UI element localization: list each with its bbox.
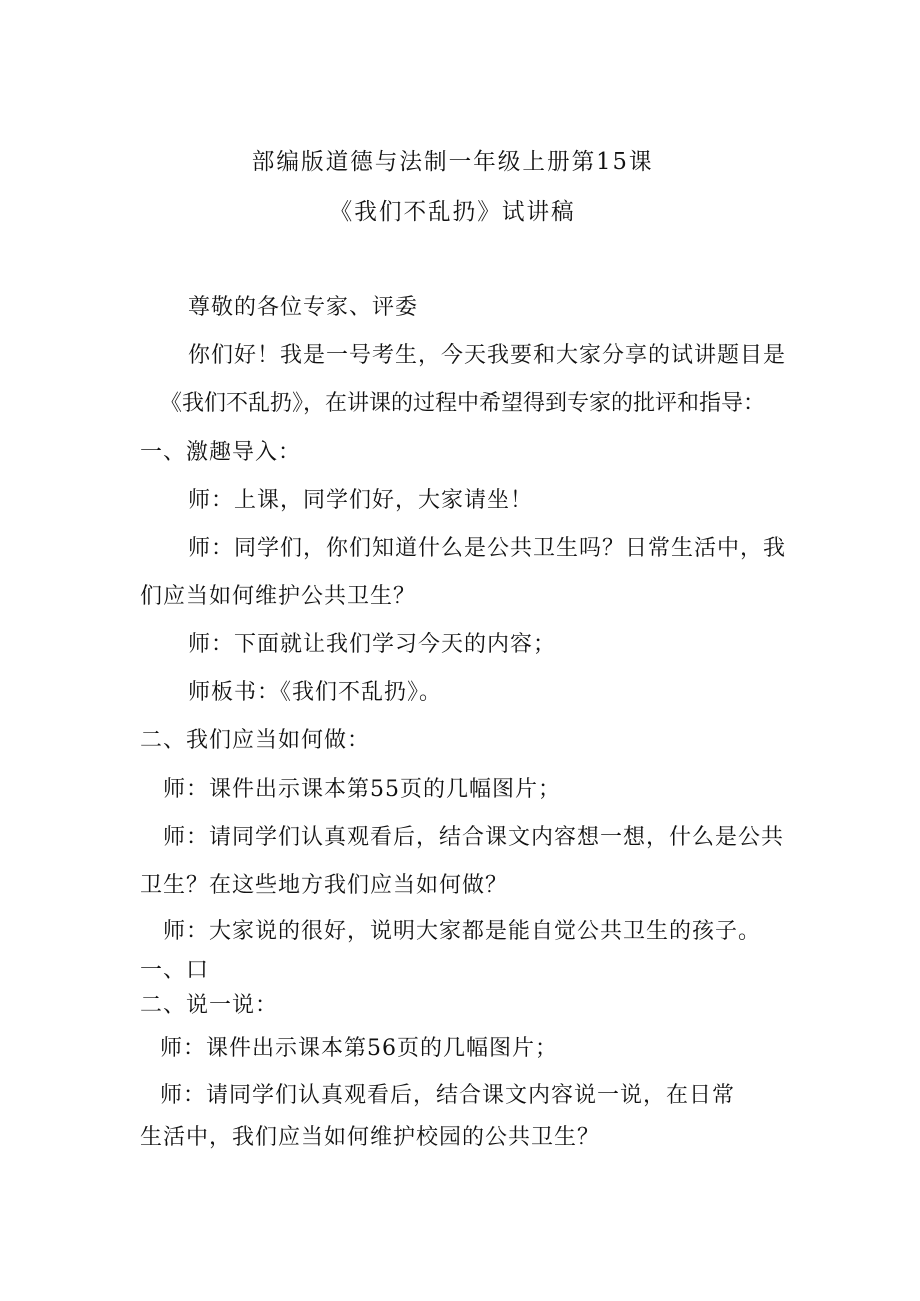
paragraph-line: 师：下面就让我们学习今天的内容；	[188, 632, 557, 657]
intro-line-1: 你们好！我是一号考生，今天我要和大家分享的试讲题目是	[188, 343, 787, 368]
paragraph-line: 们应当如何维护公共卫生？	[140, 584, 417, 609]
paragraph-line: 师：课件出示课本第56页的几幅图片；	[160, 1036, 558, 1061]
section-heading-3: 二、说一说：	[140, 993, 279, 1018]
section-heading-fragment: 一、口	[140, 958, 210, 983]
paragraph-line: 师板书：《我们不乱扔》。	[188, 680, 443, 705]
greeting-line: 尊敬的各位专家、评委	[188, 295, 419, 320]
document-title-line-1: 部编版道德与法制一年级上册第15课	[251, 149, 654, 175]
paragraph-line: 师：同学们，你们知道什么是公共卫生吗？日常生活中，我	[188, 536, 787, 561]
paragraph-line: 师：课件出示课本第55页的几幅图片；	[163, 777, 561, 802]
intro-line-2: 《我们不乱扔》，在讲课的过程中希望得到专家的批评和指导：	[160, 391, 766, 416]
paragraph-line: 生活中，我们应当如何维护校园的公共卫生？	[140, 1125, 601, 1150]
document-title-line-2: 《我们不乱扔》试讲稿	[329, 199, 576, 225]
paragraph-line: 师：请同学们认真观看后，结合课文内容想一想，什么是公共	[163, 825, 785, 850]
paragraph-line: 师：请同学们认真观看后，结合课文内容说一说，在日常	[160, 1083, 736, 1108]
paragraph-line: 师：大家说的很好，说明大家都是能自觉公共卫生的孩子。	[163, 919, 762, 944]
section-heading-2: 二、我们应当如何做：	[140, 728, 371, 753]
paragraph-line: 师：上课，同学们好，大家请坐！	[188, 488, 534, 513]
paragraph-line: 卫生？在这些地方我们应当如何做？	[140, 873, 509, 898]
section-heading-1: 一、激趣导入：	[140, 440, 302, 465]
